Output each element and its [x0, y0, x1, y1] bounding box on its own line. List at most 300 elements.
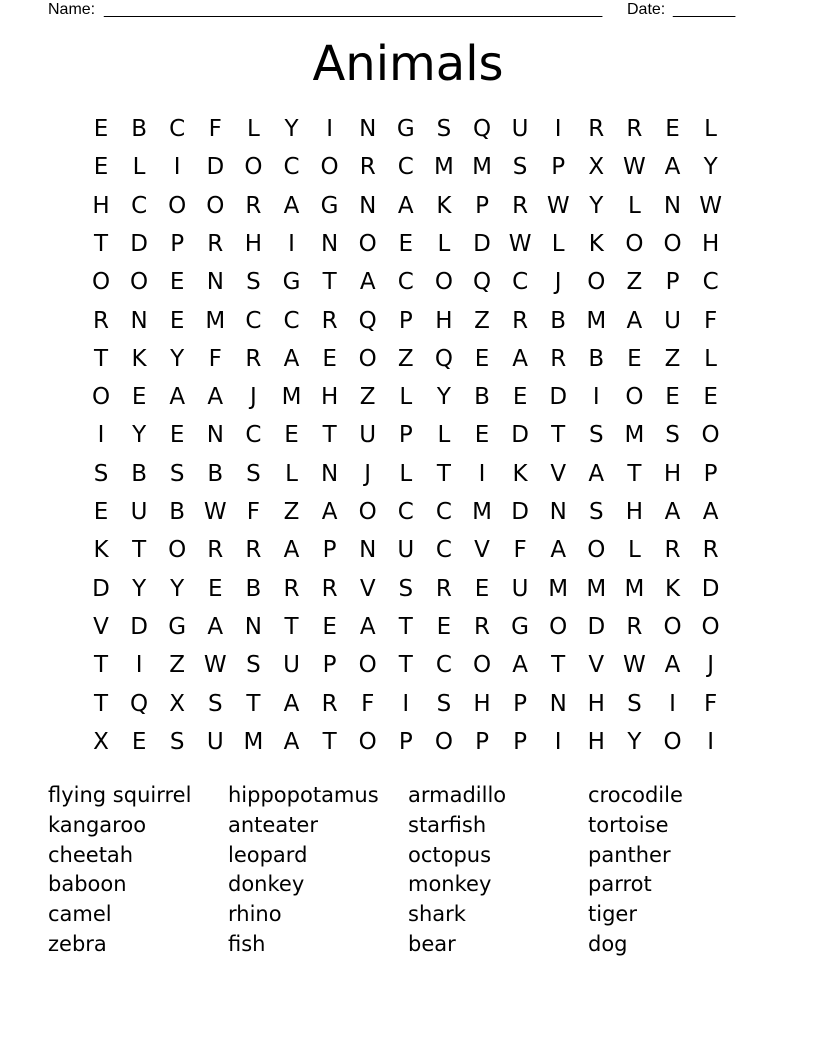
grid-letter[interactable]: E — [627, 345, 642, 372]
grid-letter[interactable]: H — [435, 307, 453, 334]
grid-letter[interactable]: S — [398, 575, 414, 602]
grid-letter[interactable]: R — [321, 690, 338, 717]
word-list-item: cheetah — [48, 842, 134, 867]
grid-letter[interactable]: I — [173, 154, 181, 181]
word-list-item: baboon — [48, 872, 127, 897]
grid-letter[interactable]: L — [437, 422, 451, 449]
grid-letter[interactable]: H — [587, 728, 605, 755]
grid-letter[interactable]: X — [588, 154, 605, 181]
grid-letter[interactable]: A — [283, 192, 300, 219]
grid-letter[interactable]: A — [359, 613, 376, 640]
grid-letter[interactable]: L — [285, 460, 298, 487]
grid-letter[interactable]: D — [511, 499, 529, 525]
grid-letter[interactable]: B — [550, 307, 567, 334]
grid-letter[interactable]: P — [322, 537, 337, 564]
grid-letter[interactable]: J — [707, 652, 714, 679]
grid-letter[interactable]: I — [592, 384, 600, 411]
grid-letter[interactable]: Y — [132, 575, 147, 602]
grid-letter[interactable]: N — [663, 192, 682, 219]
grid-letter[interactable]: R — [207, 537, 224, 564]
grid-letter[interactable]: K — [436, 192, 452, 219]
grid-letter[interactable]: R — [207, 230, 224, 257]
grid-letter[interactable]: E — [93, 154, 109, 181]
grid-letter[interactable]: C — [702, 269, 719, 296]
grid-letter[interactable]: H — [320, 384, 339, 411]
grid-letter[interactable]: P — [322, 652, 337, 679]
grid-letter[interactable]: E — [322, 345, 337, 372]
grid-letter[interactable]: L — [399, 460, 413, 487]
grid-letter[interactable]: G — [282, 269, 301, 296]
name-field[interactable]: ________________________________________________________ — [104, 1, 603, 18]
grid-letter[interactable]: O — [663, 230, 682, 257]
word-list-item: armadillo — [408, 783, 507, 807]
grid-letter[interactable]: A — [550, 537, 567, 564]
grid-letter[interactable]: M — [548, 575, 569, 602]
grid-letter[interactable]: P — [398, 728, 413, 755]
grid-letter[interactable]: S — [246, 269, 261, 296]
grid-letter[interactable]: D — [473, 230, 491, 257]
grid-letter[interactable]: O — [91, 384, 111, 411]
grid-letter[interactable]: D — [511, 422, 529, 449]
grid-letter[interactable]: M — [243, 728, 264, 755]
grid-letter[interactable]: R — [245, 192, 262, 219]
grid-letter[interactable]: Y — [170, 345, 185, 372]
grid-letter[interactable]: A — [588, 460, 605, 487]
grid-letter[interactable]: E — [169, 269, 185, 296]
word-list-item: camel — [48, 902, 112, 927]
grid-letter[interactable]: S — [169, 460, 185, 487]
grid-letter[interactable]: O — [625, 384, 644, 411]
grid-letter[interactable]: O — [587, 269, 606, 296]
grid-letter[interactable]: Y — [703, 154, 718, 181]
grid-letter[interactable]: S — [588, 422, 604, 449]
grid-letter[interactable]: I — [402, 690, 410, 717]
grid-letter[interactable]: B — [588, 345, 605, 372]
grid-letter[interactable]: T — [93, 652, 109, 679]
grid-letter[interactable]: F — [703, 690, 718, 717]
grid-letter[interactable]: T — [93, 345, 109, 372]
grid-letter[interactable]: O — [663, 613, 682, 640]
grid-letter[interactable]: Q — [472, 116, 492, 142]
grid-letter[interactable]: V — [359, 575, 376, 602]
grid-letter[interactable]: D — [701, 575, 720, 602]
grid-letter[interactable]: T — [398, 652, 413, 679]
grid-letter[interactable]: I — [707, 728, 714, 755]
grid-letter[interactable]: R — [626, 116, 643, 142]
grid-letter[interactable]: M — [433, 154, 454, 181]
grid-letter[interactable]: B — [131, 116, 147, 142]
grid-letter[interactable]: Q — [472, 269, 492, 296]
grid-letter[interactable]: J — [249, 384, 257, 411]
grid-letter[interactable]: N — [244, 613, 262, 640]
grid-letter[interactable]: S — [512, 154, 528, 181]
grid-letter[interactable]: R — [550, 345, 567, 372]
grid-letter[interactable]: D — [130, 613, 148, 640]
grid-letter[interactable]: S — [246, 652, 261, 679]
grid-letter[interactable]: K — [93, 537, 109, 564]
grid-letter[interactable]: L — [437, 230, 451, 257]
grid-letter[interactable]: T — [284, 613, 299, 640]
grid-letter[interactable]: W — [508, 230, 532, 257]
grid-letter[interactable]: E — [93, 116, 109, 142]
grid-letter[interactable]: H — [701, 230, 720, 257]
grid-letter[interactable]: O — [358, 345, 377, 372]
grid-letter[interactable]: N — [320, 230, 339, 257]
grid-letter[interactable]: C — [283, 307, 300, 334]
grid-letter[interactable]: W — [203, 499, 227, 525]
grid-letter[interactable]: R — [588, 116, 605, 142]
grid-letter[interactable]: P — [551, 154, 566, 181]
grid-letter[interactable]: F — [513, 537, 527, 564]
grid-letter[interactable]: A — [512, 652, 528, 679]
grid-letter[interactable]: U — [283, 652, 300, 679]
grid-letter[interactable]: L — [704, 116, 717, 142]
grid-letter[interactable]: T — [551, 652, 566, 679]
grid-letter[interactable]: W — [623, 652, 646, 679]
grid-letter[interactable]: I — [554, 728, 562, 755]
grid-letter[interactable]: O — [168, 537, 187, 564]
grid-letter[interactable]: A — [626, 307, 643, 334]
grid-letter[interactable]: W — [203, 652, 227, 679]
grid-letter[interactable]: R — [474, 613, 490, 640]
grid-letter[interactable]: T — [246, 690, 261, 717]
grid-letter[interactable]: R — [283, 575, 300, 602]
grid-letter[interactable]: F — [208, 116, 222, 142]
grid-letter[interactable]: A — [207, 613, 224, 640]
grid-letter[interactable]: U — [397, 537, 415, 564]
grid-letter[interactable]: O — [587, 537, 606, 564]
grid-letter[interactable]: I — [326, 116, 333, 142]
grid-letter[interactable]: G — [396, 116, 415, 142]
grid-letter[interactable]: S — [93, 460, 109, 487]
grid-letter[interactable]: T — [322, 269, 337, 296]
grid-letter[interactable]: C — [169, 116, 186, 142]
grid-letter[interactable]: O — [701, 422, 720, 449]
grid-letter[interactable]: S — [436, 690, 452, 717]
grid-letter[interactable]: H — [663, 460, 682, 487]
grid-letter[interactable]: N — [206, 422, 224, 449]
grid-letter[interactable]: H — [625, 499, 644, 525]
grid-letter[interactable]: A — [169, 384, 186, 411]
grid-letter[interactable]: R — [245, 537, 262, 564]
grid-letter[interactable]: T — [93, 230, 109, 257]
grid-letter[interactable]: S — [436, 116, 452, 142]
grid-letter[interactable]: E — [474, 422, 490, 449]
grid-letter[interactable]: C — [435, 537, 452, 564]
grid-letter[interactable]: A — [283, 537, 300, 564]
grid-letter[interactable]: O — [663, 728, 682, 755]
grid-letter[interactable]: Z — [474, 307, 490, 334]
grid-letter[interactable]: I — [478, 460, 486, 487]
grid-letter[interactable]: P — [170, 230, 185, 257]
grid-letter[interactable]: E — [131, 728, 147, 755]
grid-letter[interactable]: X — [93, 728, 109, 755]
grid-letter[interactable]: A — [664, 499, 681, 525]
grid-letter[interactable]: R — [626, 613, 643, 640]
grid-letter[interactable]: R — [245, 345, 262, 372]
grid-letter[interactable]: H — [244, 230, 263, 257]
grid-letter[interactable]: L — [132, 154, 146, 181]
grid-letter[interactable]: I — [554, 116, 562, 142]
grid-letter[interactable]: M — [472, 499, 492, 525]
grid-letter[interactable]: O — [434, 728, 453, 755]
grid-letter[interactable]: D — [587, 613, 606, 640]
grid-letter[interactable]: R — [512, 192, 529, 219]
grid-letter[interactable]: L — [704, 345, 717, 372]
word-list-item: anteater — [228, 812, 318, 837]
grid-letter[interactable]: B — [245, 575, 262, 602]
grid-letter[interactable]: R — [702, 537, 719, 564]
grid-letter[interactable]: O — [701, 613, 720, 640]
grid-letter[interactable]: M — [586, 575, 607, 602]
grid-letter[interactable]: M — [624, 575, 645, 602]
grid-letter[interactable]: E — [208, 575, 223, 602]
grid-letter[interactable]: J — [554, 269, 562, 296]
grid-letter[interactable]: M — [281, 384, 302, 411]
grid-letter[interactable]: A — [664, 652, 681, 679]
grid-letter[interactable]: C — [397, 269, 414, 296]
grid-letter[interactable]: V — [474, 537, 490, 564]
grid-letter[interactable]: L — [627, 537, 641, 564]
grid-letter[interactable]: D — [130, 230, 148, 257]
grid-letter[interactable]: K — [664, 575, 681, 602]
grid-letter[interactable]: M — [586, 307, 607, 334]
grid-letter[interactable]: E — [93, 499, 109, 525]
grid-letter[interactable]: L — [246, 116, 260, 142]
grid-letter[interactable]: E — [398, 230, 414, 257]
grid-letter[interactable]: Y — [589, 192, 604, 219]
grid-letter[interactable]: E — [665, 384, 680, 411]
grid-letter[interactable]: O — [358, 230, 377, 257]
grid-letter[interactable]: C — [397, 154, 414, 181]
grid-letter[interactable]: Q — [434, 345, 453, 372]
grid-letter[interactable]: I — [97, 422, 105, 449]
grid-letter[interactable]: O — [358, 652, 377, 679]
grid-letter[interactable]: O — [358, 728, 377, 755]
grid-letter[interactable]: R — [321, 307, 338, 334]
grid-letter[interactable]: R — [435, 575, 452, 602]
grid-letter[interactable]: O — [549, 613, 568, 640]
grid-letter[interactable]: O — [320, 154, 339, 181]
grid-letter[interactable]: Z — [169, 652, 186, 679]
grid-letter[interactable]: L — [551, 230, 565, 257]
grid-letter[interactable]: C — [245, 422, 262, 449]
grid-letter[interactable]: N — [549, 690, 567, 717]
grid-letter[interactable]: M — [624, 422, 645, 449]
grid-letter[interactable]: O — [244, 154, 263, 181]
grid-letter[interactable]: R — [321, 575, 338, 602]
grid-letter[interactable]: Y — [132, 422, 147, 449]
grid-letter[interactable]: E — [474, 575, 490, 602]
grid-letter[interactable]: E — [322, 613, 337, 640]
grid-letter[interactable]: N — [359, 192, 377, 219]
grid-letter[interactable]: I — [669, 690, 676, 717]
grid-letter[interactable]: G — [320, 192, 339, 219]
grid-letter[interactable]: N — [359, 537, 377, 564]
grid-letter[interactable]: Y — [436, 384, 451, 411]
word-list-item: fish — [228, 932, 266, 956]
grid-letter[interactable]: A — [321, 499, 338, 525]
grid-letter[interactable]: O — [472, 652, 492, 679]
grid-letter[interactable]: C — [512, 269, 529, 296]
grid-letter[interactable]: M — [472, 154, 492, 181]
grid-letter[interactable]: R — [93, 307, 109, 334]
grid-letter[interactable]: O — [358, 499, 377, 525]
grid-letter[interactable]: J — [364, 460, 372, 487]
grid-letter[interactable]: H — [473, 690, 491, 717]
grid-letter[interactable]: G — [511, 613, 529, 640]
grid-letter[interactable]: U — [511, 575, 529, 602]
grid-letter[interactable]: R — [359, 154, 376, 181]
grid-letter[interactable]: S — [588, 499, 604, 525]
grid-letter[interactable]: L — [399, 384, 413, 411]
grid-letter[interactable]: E — [436, 613, 452, 640]
grid-letter[interactable]: O — [206, 192, 225, 219]
grid-letter[interactable]: S — [627, 690, 642, 717]
grid-letter[interactable]: I — [135, 652, 143, 679]
grid-letter[interactable]: U — [664, 307, 681, 334]
grid-letter[interactable]: S — [207, 690, 223, 717]
grid-letter[interactable]: A — [359, 269, 376, 296]
grid-letter[interactable]: O — [434, 269, 453, 296]
grid-letter[interactable]: N — [359, 116, 377, 142]
grid-letter[interactable]: B — [474, 384, 490, 411]
grid-letter[interactable]: A — [283, 728, 300, 755]
grid-letter[interactable]: U — [359, 422, 377, 449]
grid-letter[interactable]: L — [627, 192, 641, 219]
grid-letter[interactable]: R — [512, 307, 529, 334]
word-list-item: tortoise — [588, 812, 669, 837]
grid-letter[interactable]: Q — [358, 307, 377, 334]
grid-letter[interactable]: V — [550, 460, 567, 487]
grid-letter[interactable]: B — [131, 460, 147, 487]
grid-letter[interactable]: B — [207, 460, 224, 487]
grid-letter[interactable]: K — [512, 460, 528, 487]
grid-letter[interactable]: C — [131, 192, 148, 219]
grid-letter[interactable]: Y — [627, 728, 642, 755]
grid-letter[interactable]: T — [627, 460, 642, 487]
grid-letter[interactable]: N — [549, 499, 567, 525]
grid-letter[interactable]: U — [511, 116, 529, 142]
grid-letter[interactable]: P — [513, 728, 528, 755]
grid-letter[interactable]: F — [361, 690, 375, 717]
grid-letter[interactable]: H — [92, 192, 110, 219]
word-list-item: panther — [588, 842, 671, 867]
grid-letter[interactable]: C — [397, 499, 414, 525]
grid-letter[interactable]: T — [322, 728, 337, 755]
grid-letter[interactable]: W — [623, 154, 646, 181]
grid-letter[interactable]: A — [512, 345, 528, 372]
grid-letter[interactable]: O — [625, 230, 644, 257]
grid-letter[interactable]: M — [205, 307, 226, 334]
grid-letter[interactable]: R — [664, 537, 681, 564]
grid-letter[interactable]: E — [703, 384, 718, 411]
grid-letter[interactable]: O — [91, 269, 111, 296]
grid-letter[interactable]: Y — [284, 116, 299, 142]
grid-letter[interactable]: D — [549, 384, 568, 411]
grid-letter[interactable]: A — [207, 384, 224, 411]
grid-letter[interactable]: U — [130, 499, 148, 525]
grid-letter[interactable]: P — [665, 269, 680, 296]
grid-letter[interactable]: S — [665, 422, 680, 449]
grid-letter[interactable]: Z — [664, 345, 681, 372]
grid-letter[interactable]: U — [206, 728, 224, 755]
grid-letter[interactable]: Z — [283, 499, 300, 525]
grid-letter[interactable]: F — [208, 345, 222, 372]
grid-letter[interactable]: T — [551, 422, 566, 449]
grid-letter[interactable]: C — [435, 652, 452, 679]
grid-letter[interactable]: W — [699, 192, 722, 219]
grid-letter[interactable]: P — [475, 728, 489, 755]
grid-letter[interactable]: P — [398, 422, 413, 449]
grid-letter[interactable]: Z — [397, 345, 414, 372]
grid-letter[interactable]: E — [512, 384, 528, 411]
grid-letter[interactable]: T — [322, 422, 337, 449]
grid-letter[interactable]: P — [475, 192, 489, 219]
grid-letter[interactable]: H — [587, 690, 605, 717]
grid-letter[interactable]: A — [283, 690, 300, 717]
grid-letter[interactable]: A — [397, 192, 414, 219]
grid-letter[interactable]: Z — [626, 269, 643, 296]
grid-letter[interactable]: F — [246, 499, 260, 525]
grid-letter[interactable]: G — [168, 613, 187, 640]
word-list-item: rhino — [228, 902, 282, 927]
grid-letter[interactable]: S — [169, 728, 185, 755]
grid-letter[interactable]: P — [703, 460, 718, 487]
grid-letter[interactable]: T — [132, 537, 147, 564]
grid-letter[interactable]: T — [436, 460, 451, 487]
grid-letter[interactable]: E — [131, 384, 147, 411]
grid-letter[interactable]: W — [546, 192, 570, 219]
grid-letter[interactable]: C — [283, 154, 300, 181]
grid-letter[interactable]: P — [398, 307, 413, 334]
grid-letter[interactable]: S — [246, 460, 261, 487]
grid-letter[interactable]: C — [245, 307, 262, 334]
date-field[interactable]: _______ — [673, 1, 736, 18]
grid-letter[interactable]: V — [588, 652, 605, 679]
grid-letter[interactable]: N — [130, 307, 148, 334]
grid-letter[interactable]: A — [283, 345, 300, 372]
grid-letter[interactable]: C — [435, 499, 452, 525]
grid-letter[interactable]: E — [474, 345, 490, 372]
grid-letter[interactable]: E — [665, 116, 680, 142]
grid-letter[interactable]: T — [93, 690, 109, 717]
grid-letter[interactable]: V — [93, 613, 109, 640]
grid-letter[interactable]: F — [703, 307, 718, 334]
grid-letter[interactable]: D — [92, 575, 110, 602]
grid-letter[interactable]: T — [398, 613, 413, 640]
grid-letter[interactable]: P — [513, 690, 528, 717]
grid-letter[interactable]: I — [288, 230, 295, 257]
grid-letter[interactable]: E — [169, 307, 185, 334]
grid-letter[interactable]: E — [169, 422, 185, 449]
grid-letter[interactable]: E — [284, 422, 299, 449]
grid-letter[interactable]: A — [702, 499, 719, 525]
grid-letter[interactable]: N — [320, 460, 339, 487]
grid-letter[interactable]: N — [206, 269, 224, 296]
grid-letter[interactable]: K — [588, 230, 604, 257]
grid-letter[interactable]: Z — [359, 384, 376, 411]
grid-letter[interactable]: Q — [130, 690, 149, 717]
grid-letter[interactable]: O — [168, 192, 187, 219]
grid-letter[interactable]: Y — [170, 575, 185, 602]
grid-letter[interactable]: B — [169, 499, 186, 525]
grid-letter[interactable]: D — [206, 154, 225, 181]
grid-letter[interactable]: X — [169, 690, 186, 717]
grid-letter[interactable]: O — [130, 269, 149, 296]
grid-letter[interactable]: A — [664, 154, 681, 181]
grid-letter[interactable]: K — [131, 345, 147, 372]
